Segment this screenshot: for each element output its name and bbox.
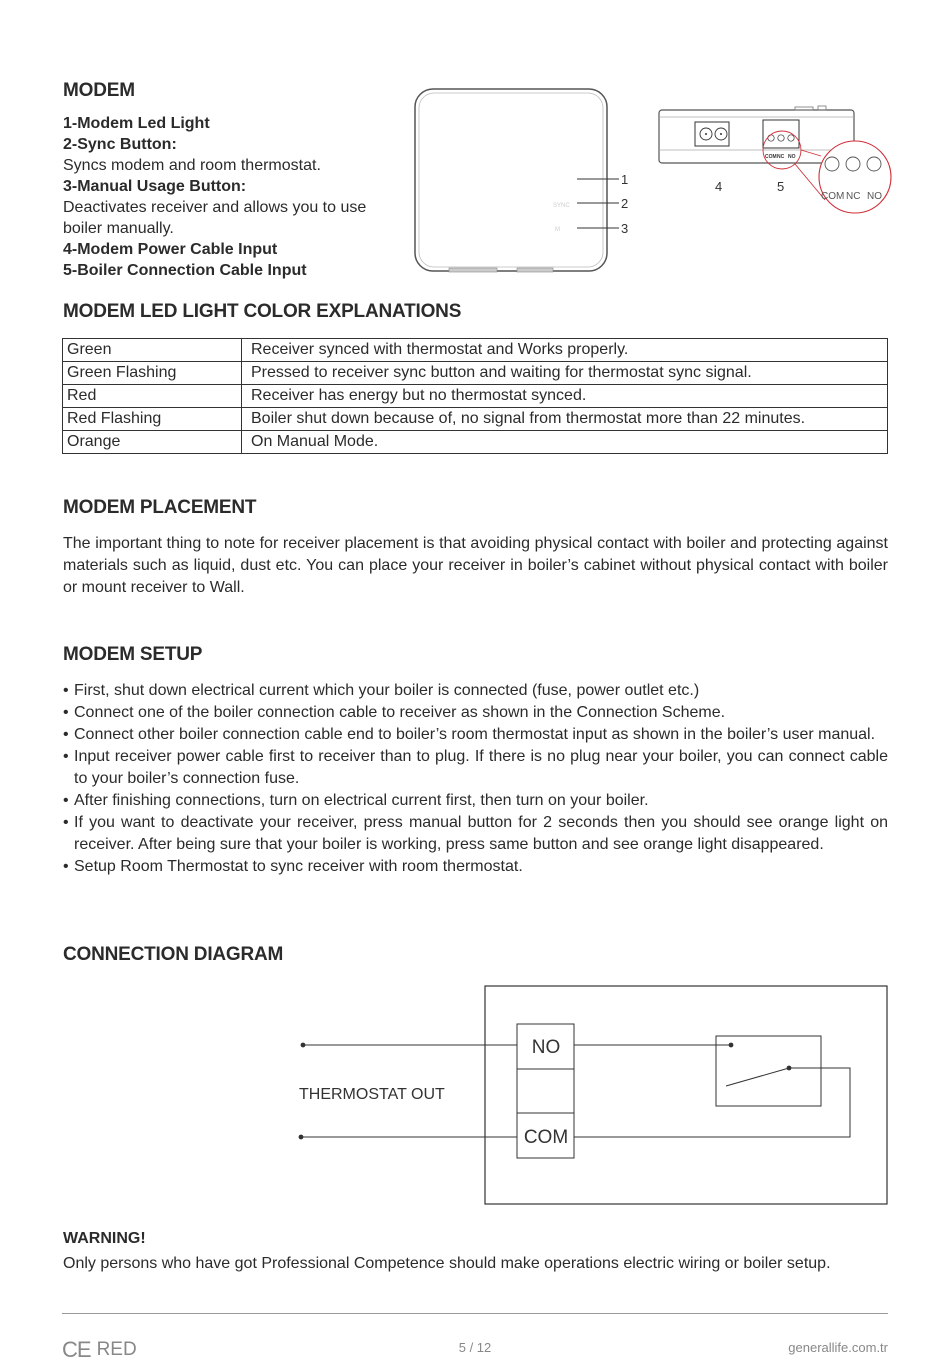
table-row (63, 339, 888, 362)
table-row (63, 385, 888, 408)
modem-side-illustration (655, 100, 895, 218)
callout-4: 4 (715, 179, 723, 194)
diagram-title: CONNECTION DIAGRAM (63, 944, 284, 965)
terminal-small-com: COM (765, 154, 777, 160)
terminal-small-nc: NC (777, 154, 785, 160)
list-item: • Connect one of the boiler connection cable to receiver as shown in the Connection Scheme. (63, 702, 888, 724)
ce-mark-icon: CE (62, 1337, 91, 1362)
warning-text: Only persons who have got Professional Competence should make operations electric wiring or boiler setup. (63, 1255, 831, 1272)
callout-2: 2 (621, 196, 629, 211)
legend-item-2: 2-Sync Button: (63, 136, 177, 153)
callout-5: 5 (777, 179, 785, 194)
terminal-zoom-com: COM (821, 191, 845, 202)
svg-text:M: M (555, 227, 560, 233)
warning-title: WARNING! (63, 1230, 146, 1247)
terminal-zoom-no: NO (867, 191, 882, 202)
setup-title: MODEM SETUP (63, 644, 203, 665)
cert-label: RED (96, 1339, 137, 1360)
legend-item-4: 4-Modem Power Cable Input (63, 241, 278, 258)
led-meaning-cell: Boiler shut down because of, no signal from thermostat more than 22 minutes. (242, 408, 888, 431)
footer-divider (62, 1313, 888, 1314)
legend-item-2-desc: Syncs modem and room thermostat. (63, 157, 321, 174)
led-color-cell: Orange (63, 431, 242, 454)
led-meaning-cell: Receiver has energy but no thermostat synced. (242, 385, 888, 408)
setup-steps (63, 680, 888, 878)
table-row (63, 362, 888, 385)
modem-legend (63, 113, 393, 281)
led-meaning-cell: Pressed to receiver sync button and waiting for thermostat sync signal. (242, 362, 888, 385)
led-color-table (62, 338, 888, 454)
led-color-cell: Green Flashing (63, 362, 242, 385)
terminal-com-label: COM (523, 1127, 569, 1148)
list-item: • Setup Room Thermostat to sync receiver with room thermostat. (63, 856, 888, 878)
modem-front-illustration (405, 85, 629, 280)
list-item: • Connect other boiler connection cable end to boiler’s room thermostat input as shown in the boiler’s user manual. (63, 724, 888, 746)
list-item: • Input receiver power cable first to receiver than to plug. If there is no plug near your boiler, you can connect cable to your boiler’s connection fuse. (63, 746, 888, 790)
modem-title: MODEM (63, 80, 135, 101)
list-item: • After finishing connections, turn on electrical current first, then turn on your boiler. (63, 790, 888, 812)
page-number: 5 / 12 (458, 1340, 492, 1355)
placement-text: The important thing to note for receiver placement is that avoiding physical contact with boiler and protecting against materials such as liquid, dust etc. You can place your receiver in boiler’s cabinet without physical contact with boiler or mount receiver to Wall. (63, 535, 888, 596)
led-color-cell: Green (63, 339, 242, 362)
list-item: • First, shut down electrical current which your boiler is connected (fuse, power outlet etc.) (63, 680, 888, 702)
relay-switch (726, 1068, 789, 1086)
input-terminal-com (299, 1135, 304, 1140)
website-link[interactable]: generallife.com.tr (788, 1340, 888, 1355)
led-meaning-cell: Receiver synced with thermostat and Works properly. (242, 339, 888, 362)
terminal-small-no: NO (788, 154, 796, 160)
legend-item-1: 1-Modem Led Light (63, 115, 210, 132)
certification (62, 1337, 137, 1363)
legend-item-3: 3-Manual Usage Button: (63, 178, 247, 195)
callout-3: 3 (621, 221, 629, 236)
terminal-no-label: NO (531, 1037, 561, 1058)
terminal-zoom-nc: NC (846, 191, 861, 202)
placement-title: MODEM PLACEMENT (63, 497, 257, 518)
led-title: MODEM LED LIGHT COLOR EXPLANATIONS (63, 301, 462, 322)
list-item: • If you want to deactivate your receiver, press manual button for 2 seconds then you should see orange light on receiver. After being sure that your boiler is working, press same button and see orange light disappeared. (63, 812, 888, 856)
led-color-cell: Red Flashing (63, 408, 242, 431)
table-row (63, 431, 888, 454)
led-color-cell: Red (63, 385, 242, 408)
table-row (63, 408, 888, 431)
thermostat-out-label: THERMOSTAT OUT (299, 1086, 445, 1103)
led-meaning-cell: On Manual Mode. (242, 431, 888, 454)
input-terminal-no (301, 1043, 306, 1048)
legend-item-3-desc: Deactivates receiver and allows you to use boiler manually. (63, 199, 367, 237)
connection-diagram (290, 980, 900, 1215)
svg-text:SYNC: SYNC (553, 203, 570, 209)
callout-1: 1 (621, 172, 629, 187)
legend-item-5: 5-Boiler Connection Cable Input (63, 262, 307, 279)
